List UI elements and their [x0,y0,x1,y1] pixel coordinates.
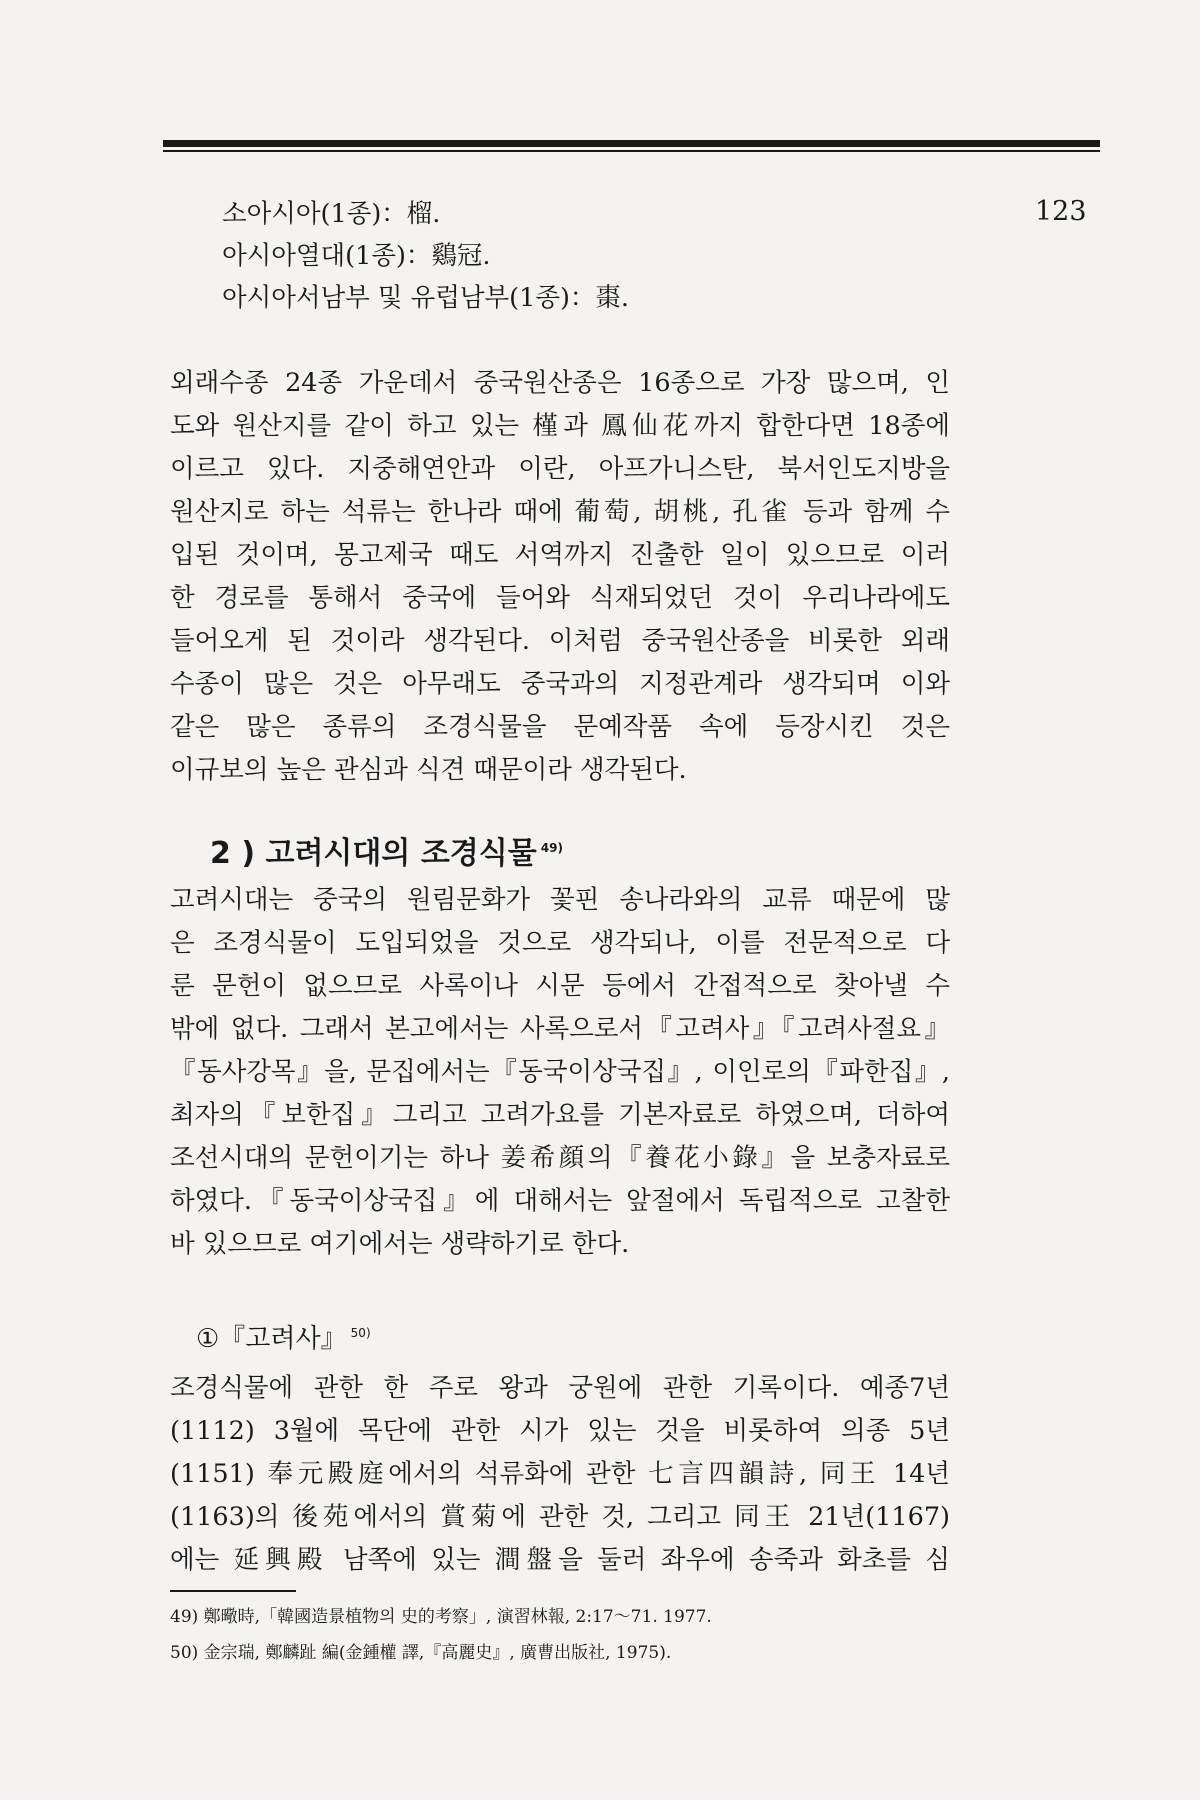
paragraph-line: 한 경로를 통해서 중국에 들어와 식재되었던 것이 우리나라에도 [170,583,950,613]
paragraph-line: 바 있으므로 여기에서는 생략하기로 한다. [170,1229,630,1259]
paragraph-line: 원산지로 하는 석류는 한나라 때에 葡萄, 胡桃, 孔雀 등과 함께 수 [170,497,950,527]
subsection-heading-text: ①『고려사』 [196,1324,347,1354]
footnote: 49) 鄭曔時,「韓國造景植物의 史的考察」, 演習林報, 2:17～71. 1977. [170,1607,712,1627]
paragraph-line: 조경식물에 관한 한 주로 왕과 궁원에 관한 기록이다. 예종7년 [170,1373,950,1403]
paragraph-line: 『동사강목』을, 문집에서는『동국이상국집』, 이인로의『파한집』, [170,1057,950,1087]
paragraph-line: 고려시대는 중국의 원림문화가 꽃핀 송나라와의 교류 때문에 많 [170,885,950,915]
footnote-rule [170,1590,296,1592]
paragraph-line: 밖에 없다. 그래서 본고에서는 사록으로서『고려사』『고려사절요』 [170,1014,950,1044]
paragraph-line: 은 조경식물이 도입되었을 것으로 생각되나, 이를 전문적으로 다 [170,928,950,958]
paragraph-line: (1151) 奉元殿庭에서의 석류화에 관한 七言四韻詩, 同王 14년 [170,1459,950,1489]
paragraph-line: 하였다.『동국이상국집』에 대해서는 앞절에서 독립적으로 고찰한 [170,1186,950,1216]
footnote-ref: 50) [350,1326,371,1341]
paragraph-line: 이규보의 높은 관심과 식견 때문이라 생각된다. [170,755,687,785]
paragraph-line: 같은 많은 종류의 조경식물을 문예작품 속에 등장시킨 것은 [170,712,950,742]
paragraph-line: 룬 문헌이 없으므로 사록이나 시문 등에서 간접적으로 찾아낼 수 [170,971,950,1001]
paragraph-line: (1112) 3월에 목단에 관한 시가 있는 것을 비롯하여 의종 5년 [170,1416,950,1446]
list-item: 아시아서남부 및 유럽남부(1종)：棗. [222,283,630,313]
paragraph-line: 도와 원산지를 같이 하고 있는 槿과 鳳仙花까지 합한다면 18종에 [170,411,950,441]
header-rule-thin [163,150,1100,152]
paragraph-line: (1163)의 後苑에서의 賞菊에 관한 것, 그리고 同王 21년(1167) [170,1502,950,1532]
list-item: 소아시아(1종)：榴. [222,199,441,229]
paragraph-line: 조선시대의 문헌이기는 하나 姜希顔의『養花小錄』을 보충자료로 [170,1143,950,1173]
footnote: 50) 金宗瑞, 鄭麟趾 編(金鍾權 譯,『高麗史』, 廣曹出版社, 1975). [170,1643,672,1663]
paragraph-line: 외래수종 24종 가운데서 중국원산종은 16종으로 가장 많으며, 인 [170,368,950,398]
footnote-ref: 49) [540,841,563,855]
subsection-heading [196,1318,371,1355]
list-item: 아시아열대(1종)：鷄冠. [222,241,491,271]
paragraph-line: 최자의『보한집』그리고 고려가요를 기본자료로 하였으며, 더하여 [170,1100,950,1130]
paragraph-line: 에는 延興殿 남쪽에 있는 澗盤을 둘러 좌우에 송죽과 화초를 심 [170,1545,950,1575]
header-rule-thick [163,140,1100,147]
paragraph-line: 입된 것이며, 몽고제국 때도 서역까지 진출한 일이 있으므로 이러 [170,540,950,570]
paragraph-line: 이르고 있다. 지중해연안과 이란, 아프가니스탄, 북서인도지방을 [170,454,950,484]
paragraph-line: 들어오게 된 것이라 생각된다. 이처럼 중국원산종을 비롯한 외래 [170,626,950,656]
page-number: 123 [1035,196,1087,227]
section-heading [210,828,563,872]
paragraph-line: 수종이 많은 것은 아무래도 중국과의 지정관계라 생각되며 이와 [170,669,950,699]
section-heading-text: 2 ) 고려시대의 조경식물 [210,836,537,871]
